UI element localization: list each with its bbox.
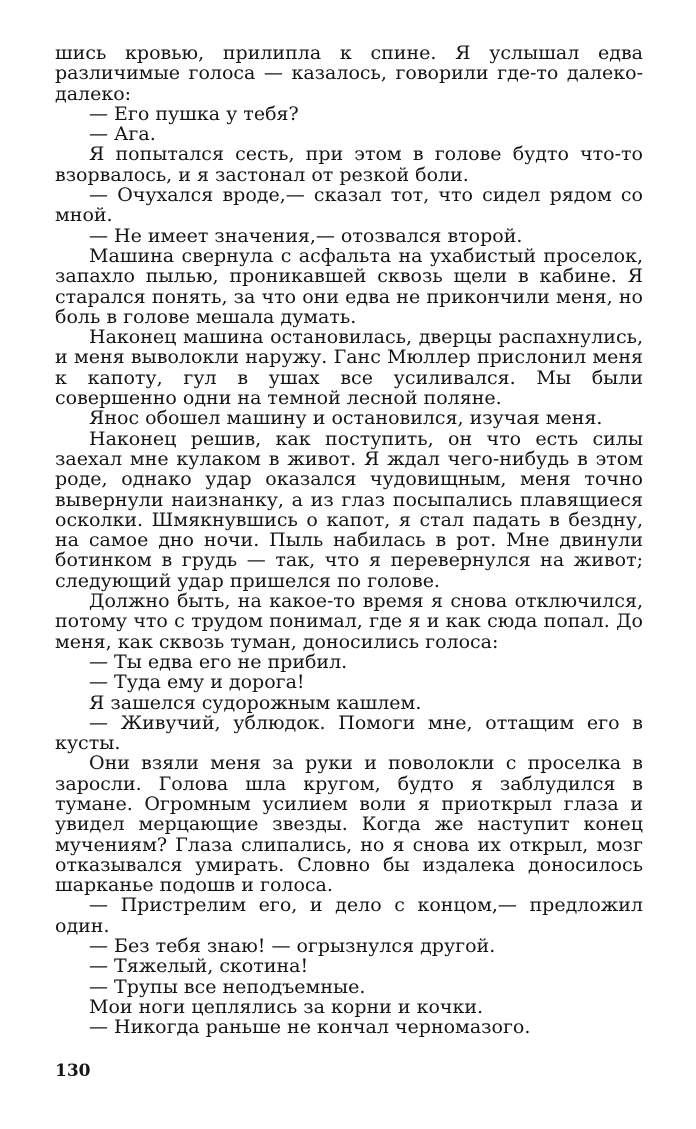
paragraph: Я попытался сесть, при этом в голове будто что-то взорвалось, и я застонал от резкой боли. [55, 143, 643, 186]
paragraph: Мои ноги цеплялись за корни и кочки. [89, 995, 484, 1018]
paragraph: Наконец машина остановилась, дверцы распахнулись, и меня выволокли наружу. Ганс Мюллер прислонил меня к капоту, гул в ушах все усиливался. Мы были совершенно одни на темной лесной поляне. [55, 326, 643, 410]
paragraph: Должно быть, на какое-то время я снова отключился, потому что с трудом понимал, где я и как сюда попал. До меня, как сквозь туман, доносились голоса: [55, 590, 643, 653]
paragraph: — Ага. [89, 123, 156, 146]
paragraph: — Никогда раньше не кончал черномазого. [89, 1016, 531, 1039]
paragraph: — Без тебя знаю! — огрызнулся другой. [89, 935, 496, 958]
paragraph: Я зашелся судорожным кашлем. [89, 691, 422, 714]
paragraph: — Ты едва его не прибил. [89, 650, 348, 673]
paragraph: — Его пушка у тебя? [89, 102, 299, 125]
paragraph: — Трупы все неподъемные. [89, 975, 366, 998]
paragraph: — Пристрелим его, и дело с концом,— предложил один. [55, 894, 643, 937]
paragraph: шись кровью, прилипла к спине. Я услышал едва различимые голоса — казалось, говорили где-то далеко-далеко: [55, 42, 643, 105]
paragraph: Янос обошел машину и остановился, изучая меня. [89, 407, 603, 430]
paragraph: — Очухался вроде,— сказал тот, что сидел рядом со мной. [55, 184, 643, 227]
page-number: 130 [55, 1061, 91, 1081]
paragraph: — Не имеет значения,— отозвался второй. [89, 224, 523, 247]
paragraph: Машина свернула с асфальта на ухабистый проселок, запахло пылью, проникавшей сквозь щели в кабине. Я старался понять, за что они едва не прикончили меня, но боль в голове мешала думать. [55, 244, 643, 328]
book-page-text [55, 43, 643, 1038]
paragraph: — Живучий, ублюдок. Помоги мне, оттащим его в кусты. [55, 711, 643, 755]
paragraph: — Тяжелый, скотина! [89, 955, 309, 978]
paragraph: Наконец решив, как поступить, он что есть силы заехал мне кулаком в живот. Я ждал чего-нибудь в этом роде, однако удар оказался чудовищным, меня точно вывернули наизнанку, а из глаз посыпались плавящиеся осколки. Шмякнувшись о капот, я стал падать в бездну, на самое дно ночи. Пыль набилась в рот. Мне двинули ботинком в грудь — так, что я перевернулся на живот; следующий удар пришелся по голове. [55, 427, 643, 592]
paragraph: Они взяли меня за руки и поволокли с проселка в заросли. Голова шла кругом, будто я заблудился в тумане. Огромным усилием воли я приоткрыл глаза и увидел мерцающие звезды. Когда же наступит конец мучениям? Глаза слипались, но я снова их открыл, мозг отказывался умирать. Словно бы издалека доносилось шарканье подошв и голоса. [55, 752, 643, 897]
paragraph: — Туда ему и дорога! [89, 671, 305, 694]
